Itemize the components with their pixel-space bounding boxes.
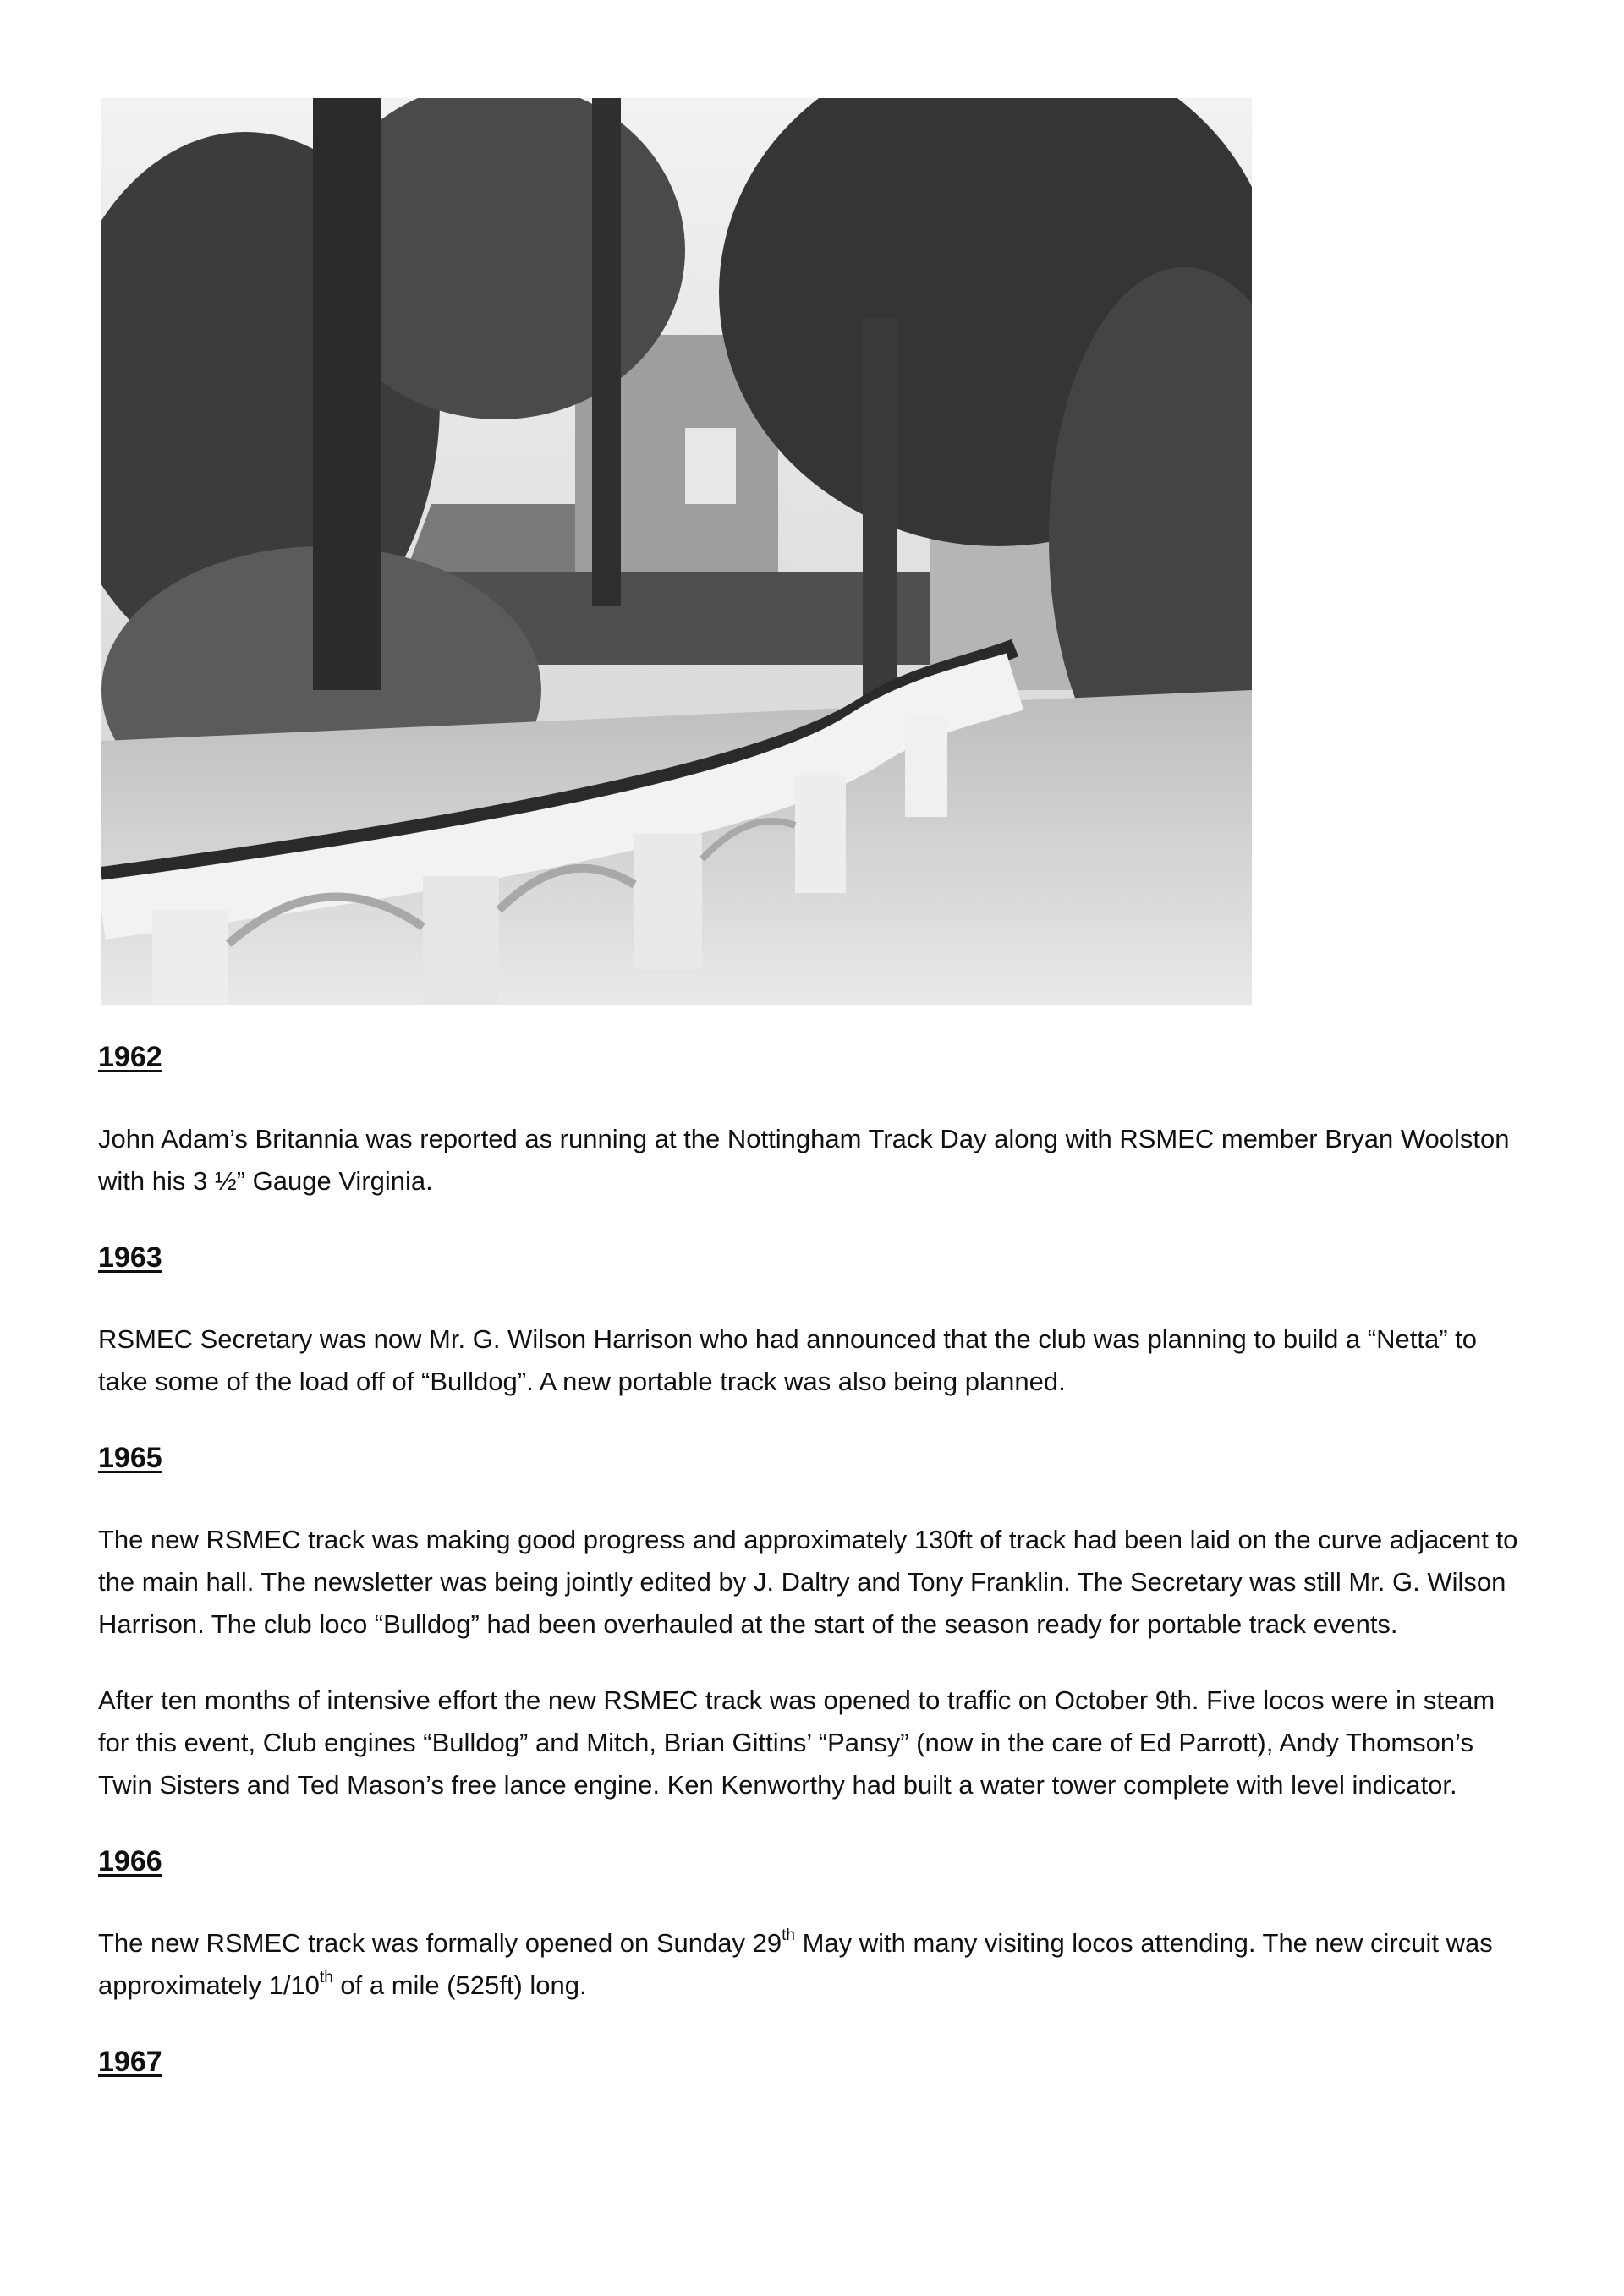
year-heading-1963: 1963 bbox=[98, 1241, 162, 1274]
ordinal-suffix: th bbox=[319, 1968, 333, 1986]
paragraph-1965-b: After ten months of intensive effort the new RSMEC track was opened to traffic on October 9th. Five locos were in steam for this event, Club engines “Bulldog” and Mitch, Brian Gittins’ “Pansy” (now in the care of Ed Parrott), Andy Thomson’s Twin Sisters and Ted Mason’s free lance engine. Ken Kenworthy had built a water tower complete with level indicator. bbox=[98, 1685, 1495, 1800]
year-heading-1966: 1966 bbox=[98, 1845, 162, 1877]
year-heading-1962: 1962 bbox=[98, 1041, 162, 1073]
paragraph-1966-part-a: The new RSMEC track was formally opened on Sunday 29 bbox=[98, 1928, 782, 1958]
year-heading-1965: 1965 bbox=[98, 1442, 162, 1474]
ordinal-suffix: th bbox=[782, 1926, 795, 1944]
paragraph-1965-a: The new RSMEC track was making good progress and approximately 130ft of track had been laid on the curve adjacent to the main hall. The newsletter was being jointly edited by J. Daltry and Tony Franklin. The Secretary was still Mr. G. Wilson Harrison. The club loco “Bulldog” had been overhauled at the start of the season ready for portable track events. bbox=[98, 1525, 1518, 1639]
garden-railway-photo bbox=[102, 98, 1252, 1005]
paragraph-1966 bbox=[98, 1922, 1528, 2007]
paragraph-1966-part-b: May with many visiting locos attending. The new circuit was approximately 1/10 bbox=[98, 1928, 1493, 2000]
paragraph-1966-part-c: of a mile (525ft) long. bbox=[332, 1970, 587, 2000]
year-heading-1967: 1967 bbox=[98, 2046, 162, 2078]
photo-image bbox=[102, 98, 1252, 1005]
paragraph-1963: RSMEC Secretary was now Mr. G. Wilson Harrison who had announced that the club was planning to build a “Netta” to take some of the load off of “Bulldog”. A new portable track was also being planned. bbox=[98, 1324, 1478, 1396]
paragraph-1962: John Adam’s Britannia was reported as running at the Nottingham Track Day along with RSMEC member Bryan Woolston with his 3 ½” Gauge Virginia. bbox=[98, 1124, 1510, 1196]
history-text bbox=[98, 1036, 1528, 2083]
